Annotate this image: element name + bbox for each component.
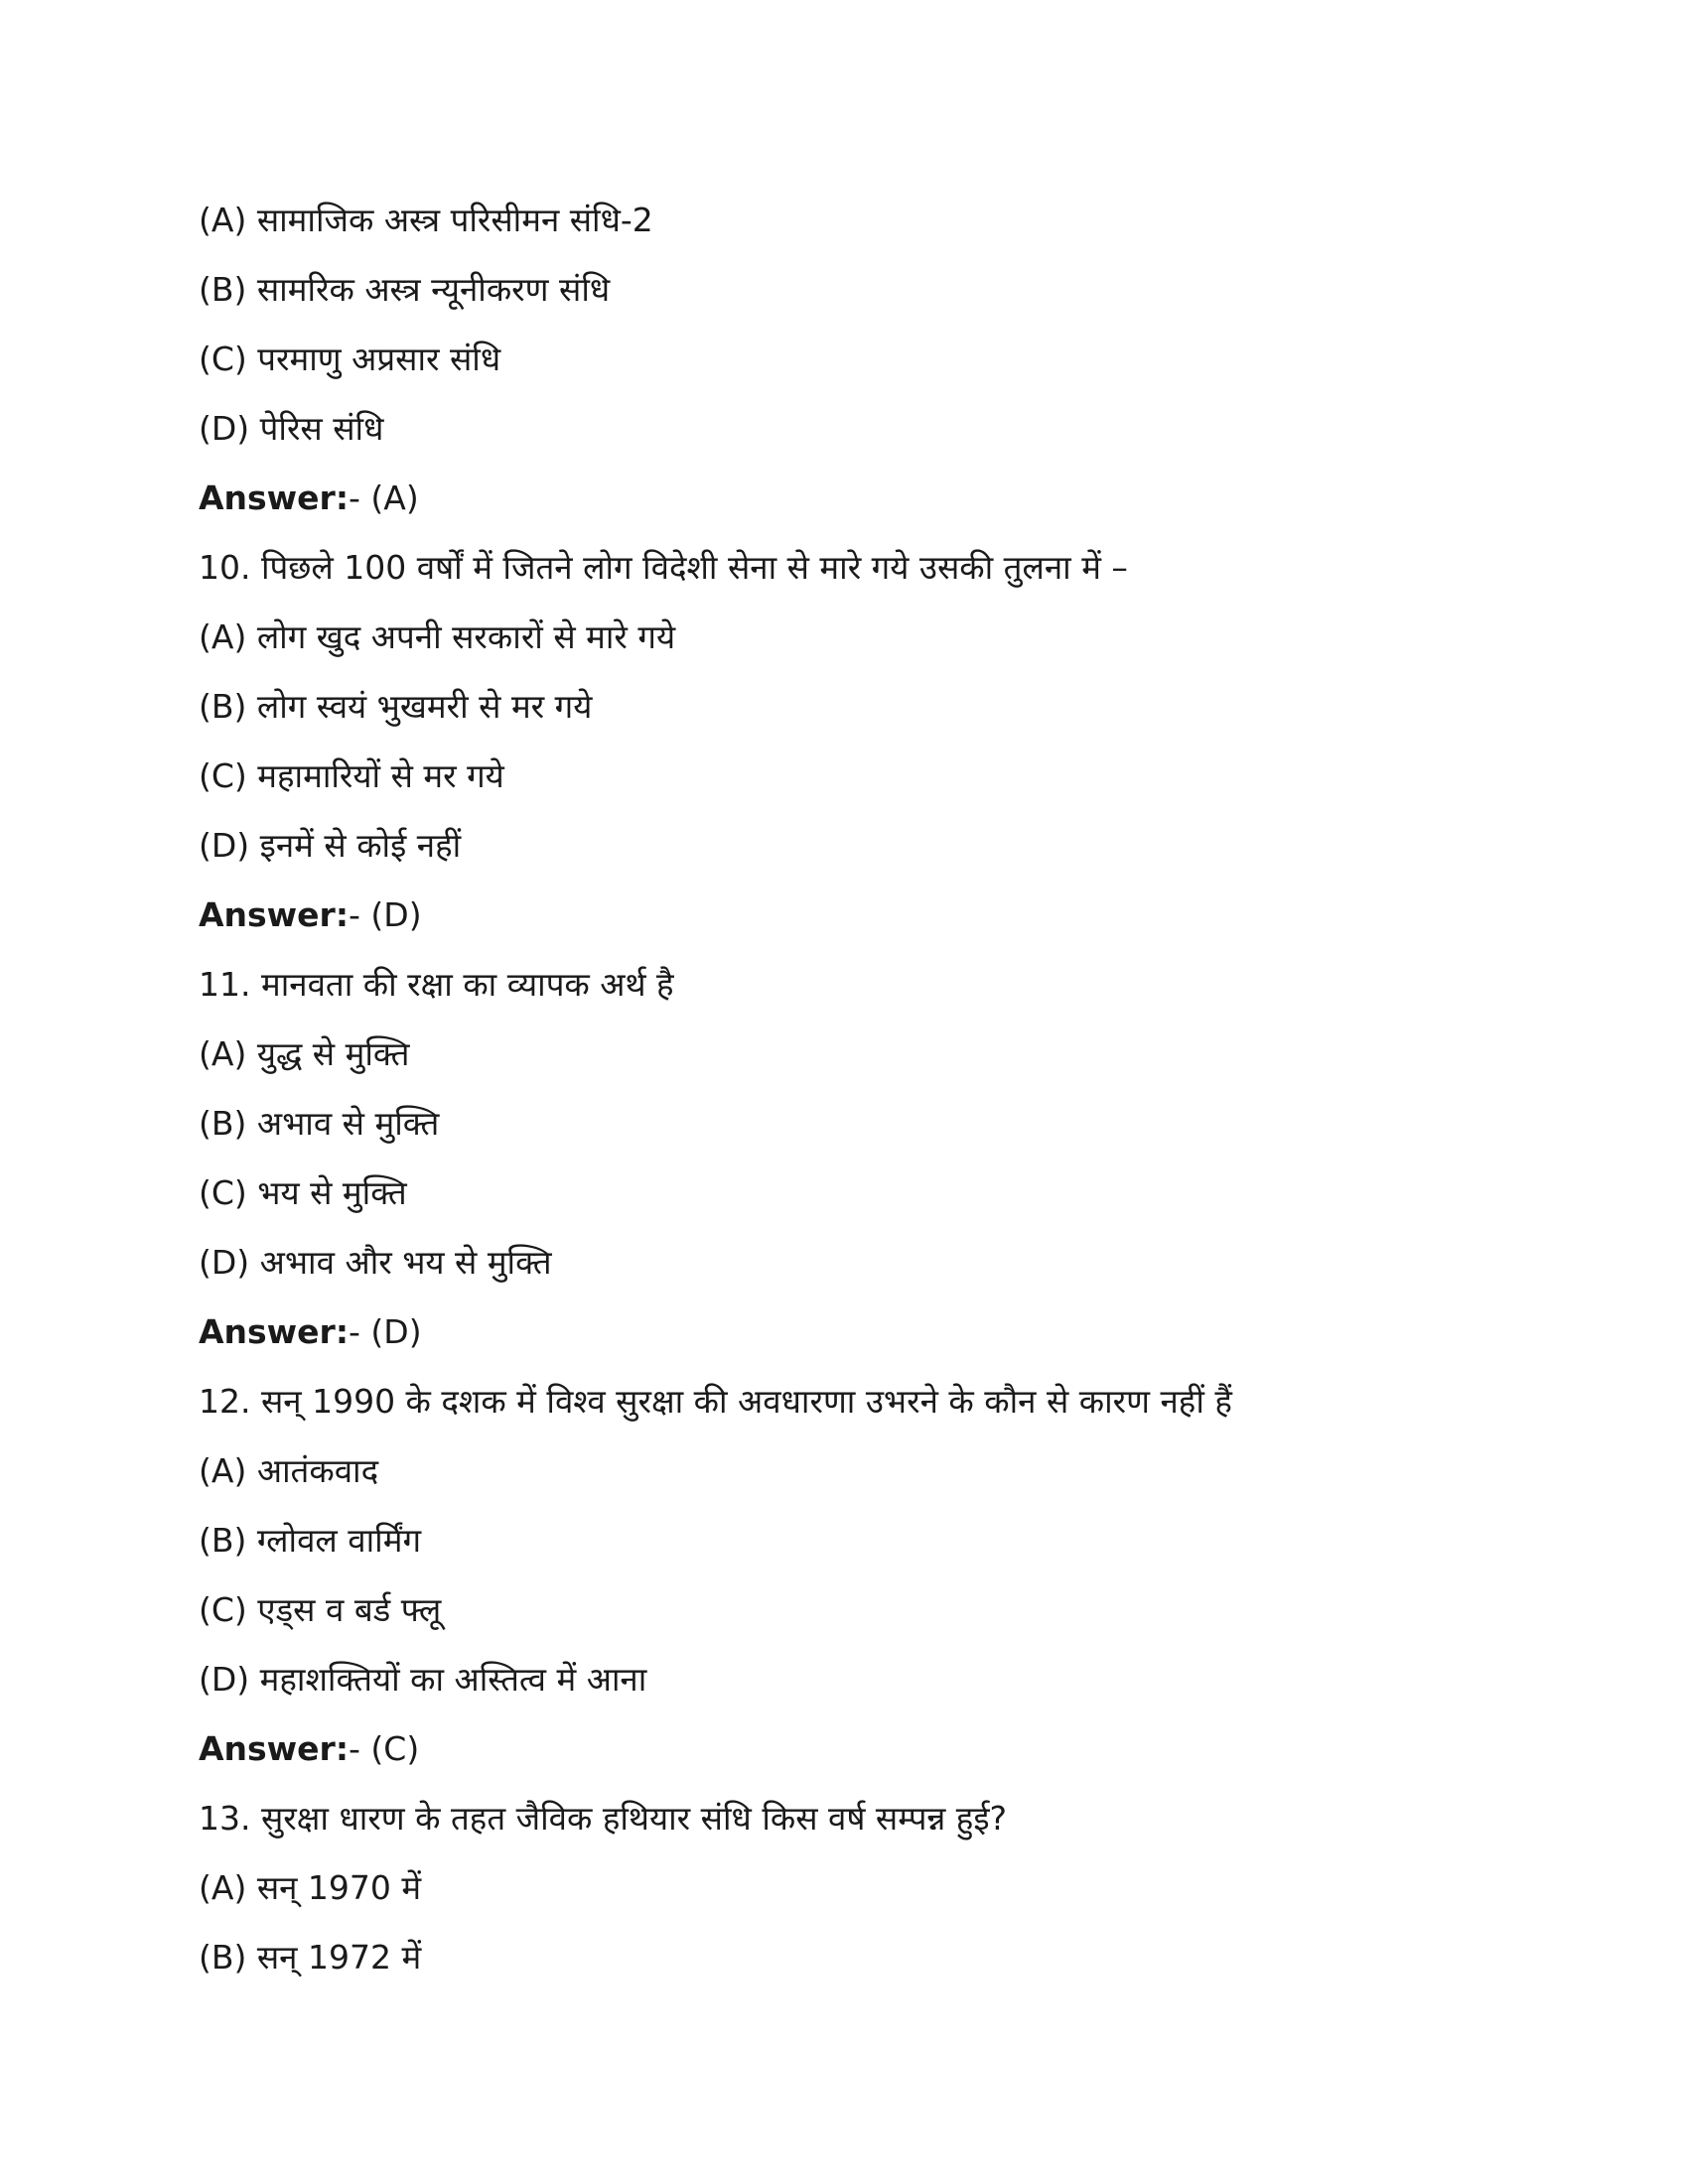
option-b: (B) सामरिक अस्त्र न्यूनीकरण संधि: [199, 270, 611, 309]
q11-option-c: (C) भय से मुक्ति: [199, 1173, 407, 1212]
answer-label: Answer:: [199, 895, 350, 934]
question-12: 12. सन् 1990 के दशक में विश्व सुरक्षा की अवधारणा उभरने के कौन से कारण नहीं हैं: [199, 1382, 1232, 1421]
q10-answer-line: [199, 893, 422, 937]
option-a: (A) सामाजिक अस्त्र परिसीमन संधि-2: [199, 201, 653, 239]
answer-line: [199, 477, 419, 520]
q11-option-d: (D) अभाव और भय से मुक्ति: [199, 1243, 552, 1282]
question-11: 11. मानवता की रक्षा का व्यापक अर्थ है: [199, 965, 674, 1004]
answer-value: - (D): [349, 895, 422, 934]
q13-option-b: (B) सन् 1972 में: [199, 1938, 422, 1977]
q10-option-a: (A) लोग खुद अपनी सरकारों से मारे गये: [199, 617, 676, 656]
answer-label: Answer:: [199, 478, 350, 517]
q10-option-c: (C) महामारियों से मर गये: [199, 756, 504, 795]
question-10: 10. पिछले 100 वर्षों में जितने लोग विदेशी सेना से मारे गये उसकी तुलना में –: [199, 548, 1128, 587]
q10-option-d: (D) इनमें से कोई नहीं: [199, 826, 462, 865]
q12-answer-line: [199, 1727, 419, 1771]
q11-option-b: (B) अभाव से मुक्ति: [199, 1104, 440, 1143]
answer-value: - (A): [349, 478, 419, 517]
answer-label: Answer:: [199, 1312, 350, 1351]
option-c: (C) परमाणु अप्रसार संधि: [199, 340, 501, 378]
answer-value: - (C): [349, 1729, 420, 1768]
answer-value: - (D): [349, 1312, 422, 1351]
q11-answer-line: [199, 1310, 422, 1354]
q13-option-a: (A) सन् 1970 में: [199, 1868, 422, 1907]
q12-option-a: (A) आतंकवाद: [199, 1451, 379, 1490]
q12-option-d: (D) महाशक्तियों का अस्तित्व में आना: [199, 1660, 647, 1699]
question-13: 13. सुरक्षा धारण के तहत जैविक हथियार संधि किस वर्ष सम्पन्न हुई?: [199, 1799, 1008, 1838]
option-d: (D) पेरिस संधि: [199, 409, 384, 448]
q12-option-c: (C) एड्स व बर्ड फ्लू: [199, 1590, 442, 1629]
q11-option-a: (A) युद्ध से मुक्ति: [199, 1034, 410, 1073]
answer-label: Answer:: [199, 1729, 350, 1768]
q10-option-b: (B) लोग स्वयं भुखमरी से मर गये: [199, 687, 593, 726]
q12-option-b: (B) ग्लोवल वार्मिंग: [199, 1521, 422, 1560]
